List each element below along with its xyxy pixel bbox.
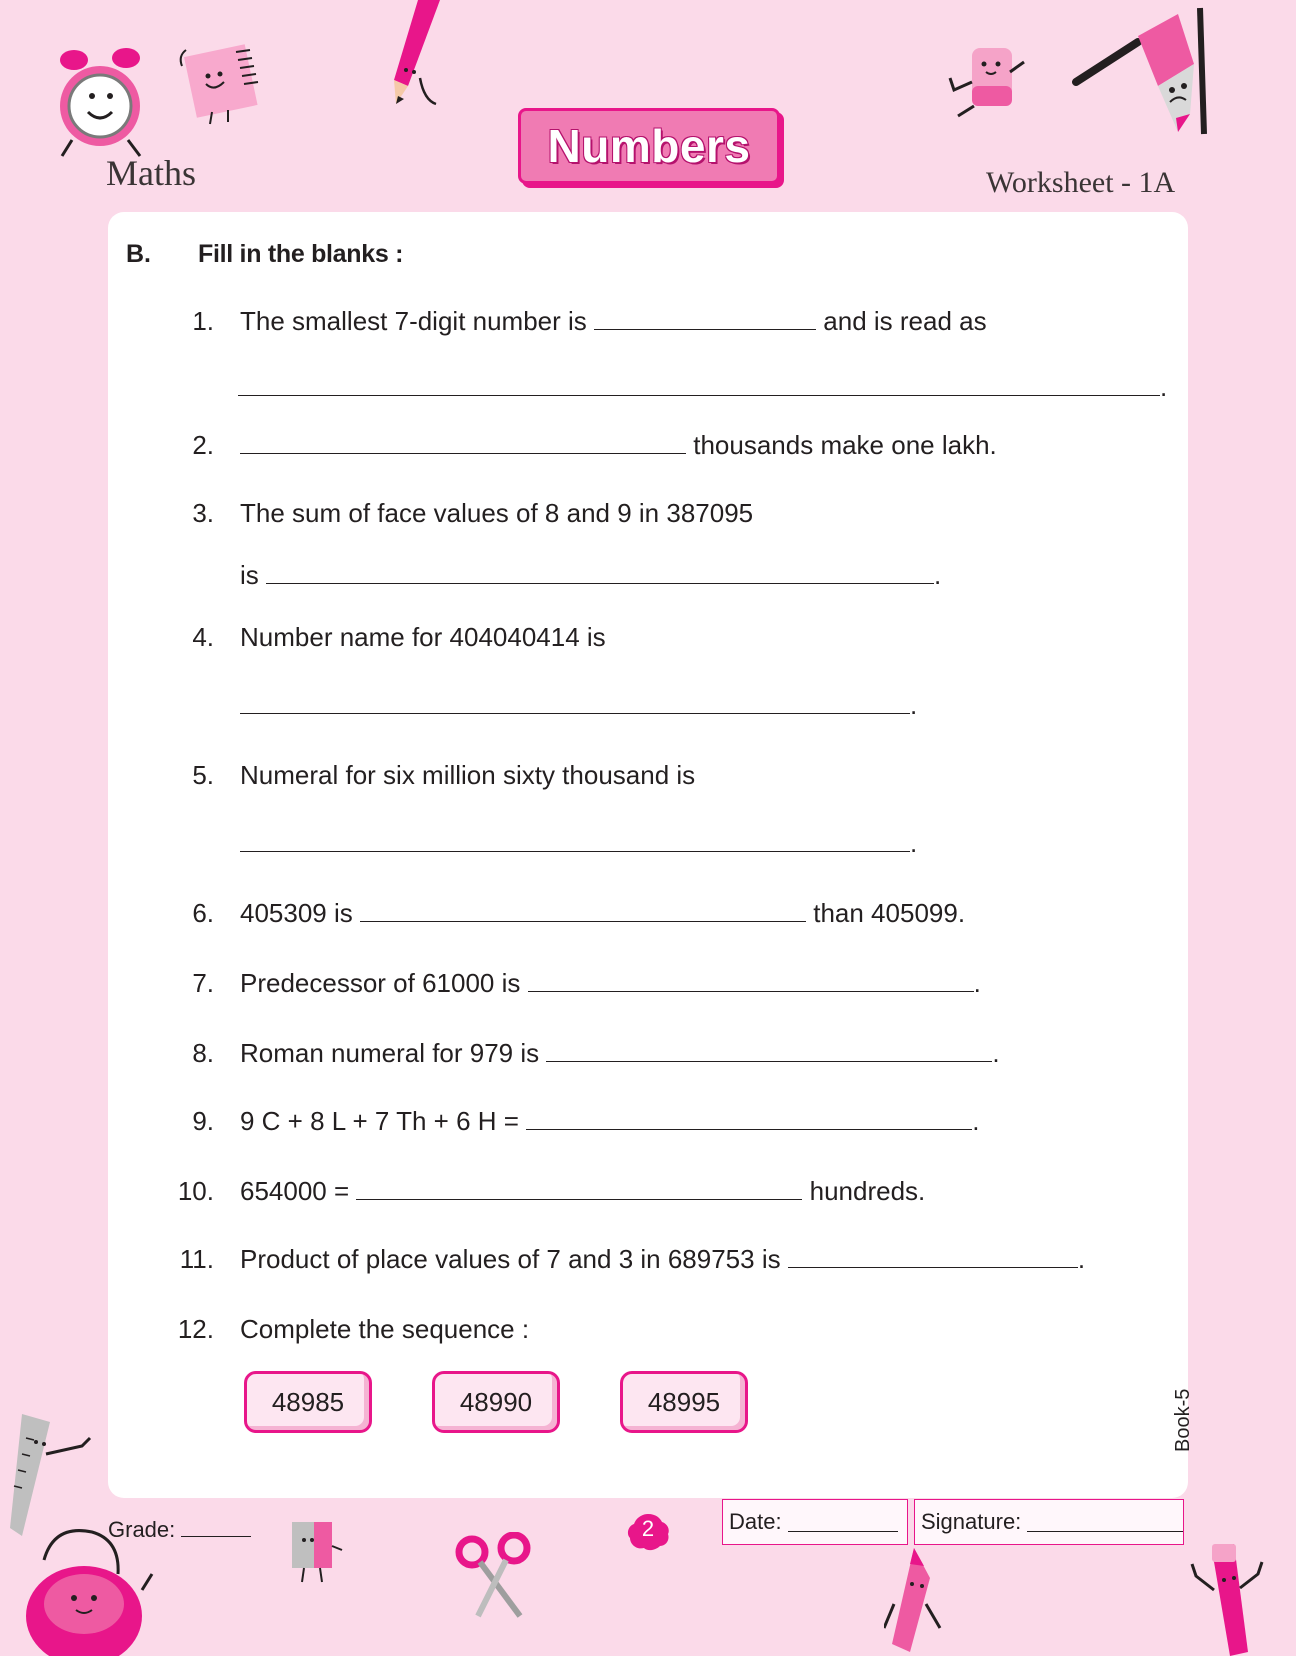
question-number: 12. — [177, 1314, 214, 1344]
question-4-line2 — [240, 690, 917, 720]
question-6 — [240, 898, 965, 928]
question-number: 1. — [192, 306, 214, 336]
question-text: The smallest 7-digit number is — [240, 306, 587, 336]
question-8 — [240, 1038, 1000, 1068]
scissors-icon — [454, 1532, 534, 1618]
question-text: than 405099. — [813, 898, 966, 928]
question-end: . — [972, 1106, 980, 1136]
question-text: thousands make one lakh. — [693, 430, 997, 460]
title-badge — [518, 108, 780, 184]
signature-blank[interactable] — [1027, 1513, 1183, 1532]
question-text: Roman numeral for 979 is — [240, 1038, 540, 1068]
pencil-character-icon — [1072, 6, 1212, 140]
alarm-clock-icon — [52, 40, 152, 160]
question-11 — [240, 1244, 1085, 1274]
sequence-box: 48995 — [620, 1371, 748, 1433]
question-text: The sum of face values of 8 and 9 in 387095 — [240, 498, 754, 528]
answer-blank[interactable] — [240, 829, 910, 852]
question-number: 10. — [177, 1176, 214, 1206]
sequence-box: 48985 — [244, 1371, 372, 1433]
question-end: . — [934, 560, 942, 590]
page-title: Numbers — [547, 120, 751, 172]
question-number: 6. — [192, 898, 214, 928]
answer-blank[interactable] — [240, 431, 686, 454]
bag-icon — [14, 1520, 154, 1656]
question-number: 11. — [179, 1244, 214, 1274]
question-number: 5. — [192, 760, 214, 790]
question-text: 9 C + 8 L + 7 Th + 6 H = — [240, 1106, 519, 1136]
question-2 — [240, 430, 997, 460]
question-end: . — [992, 1038, 1000, 1068]
date-field — [722, 1499, 908, 1545]
signature-label: Signature: — [921, 1509, 1022, 1534]
question-number: 3. — [192, 498, 214, 528]
question-number: 2. — [192, 430, 214, 460]
question-text: hundreds. — [809, 1176, 926, 1206]
answer-blank[interactable] — [528, 969, 974, 992]
question-end: . — [973, 968, 981, 998]
worksheet-label: Worksheet - 1A — [986, 166, 1176, 199]
question-10 — [240, 1176, 925, 1206]
question-12 — [240, 1314, 529, 1344]
question-end: . — [910, 828, 918, 858]
question-5 — [240, 760, 695, 790]
question-end: . — [1160, 372, 1168, 402]
answer-blank[interactable] — [240, 691, 910, 714]
question-text: 405309 is — [240, 898, 353, 928]
question-3-line2 — [240, 560, 941, 590]
question-3 — [240, 498, 753, 528]
pencil-icon — [380, 0, 450, 110]
grade-label: Grade: — [108, 1517, 176, 1542]
question-1-line2 — [238, 372, 1167, 402]
question-7 — [240, 968, 981, 998]
page-number: 2 — [641, 1516, 655, 1541]
answer-blank[interactable] — [594, 307, 816, 330]
question-text: Numeral for six million sixty thousand is — [240, 760, 696, 790]
pen-character-icon — [1190, 1540, 1270, 1656]
question-number: 4. — [192, 622, 214, 652]
answer-blank[interactable] — [788, 1245, 1078, 1268]
question-9 — [240, 1106, 979, 1136]
ruler-icon — [8, 1408, 94, 1538]
question-end: . — [910, 690, 918, 720]
question-number: 9. — [192, 1106, 214, 1136]
question-text: 654000 = — [240, 1176, 350, 1206]
question-5-line2 — [240, 828, 917, 858]
section-title: Fill in the blanks : — [198, 240, 404, 268]
answer-blank[interactable] — [546, 1039, 992, 1062]
eraser-icon — [944, 42, 1034, 122]
signature-field — [914, 1499, 1184, 1545]
date-label: Date: — [729, 1509, 782, 1534]
question-number: 7. — [192, 968, 214, 998]
answer-blank[interactable] — [360, 899, 806, 922]
question-text: Product of place values of 7 and 3 in 689753 is — [240, 1244, 781, 1274]
question-text: Number name for 404040414 is — [240, 622, 606, 652]
question-text: Predecessor of 61000 is — [240, 968, 521, 998]
question-text: is — [240, 560, 259, 590]
grade-blank[interactable] — [181, 1518, 251, 1537]
sharpener-icon — [284, 1518, 344, 1588]
book-label: Book-5 — [1172, 1388, 1194, 1452]
question-number: 8. — [192, 1038, 214, 1068]
notepad-icon — [176, 42, 266, 126]
subject-label: Maths — [106, 153, 196, 193]
date-blank[interactable] — [788, 1513, 898, 1532]
answer-blank[interactable] — [526, 1107, 972, 1130]
crayon-icon — [884, 1544, 954, 1656]
question-1 — [240, 306, 987, 336]
answer-blank[interactable] — [356, 1177, 802, 1200]
sequence-box: 48990 — [432, 1371, 560, 1433]
section-letter: B. — [126, 240, 151, 268]
answer-blank[interactable] — [238, 373, 1160, 396]
question-text: and is read as — [823, 306, 987, 336]
question-end: . — [1077, 1244, 1086, 1274]
question-text: Complete the sequence : — [240, 1314, 530, 1344]
answer-blank[interactable] — [266, 561, 934, 584]
question-4 — [240, 622, 606, 652]
